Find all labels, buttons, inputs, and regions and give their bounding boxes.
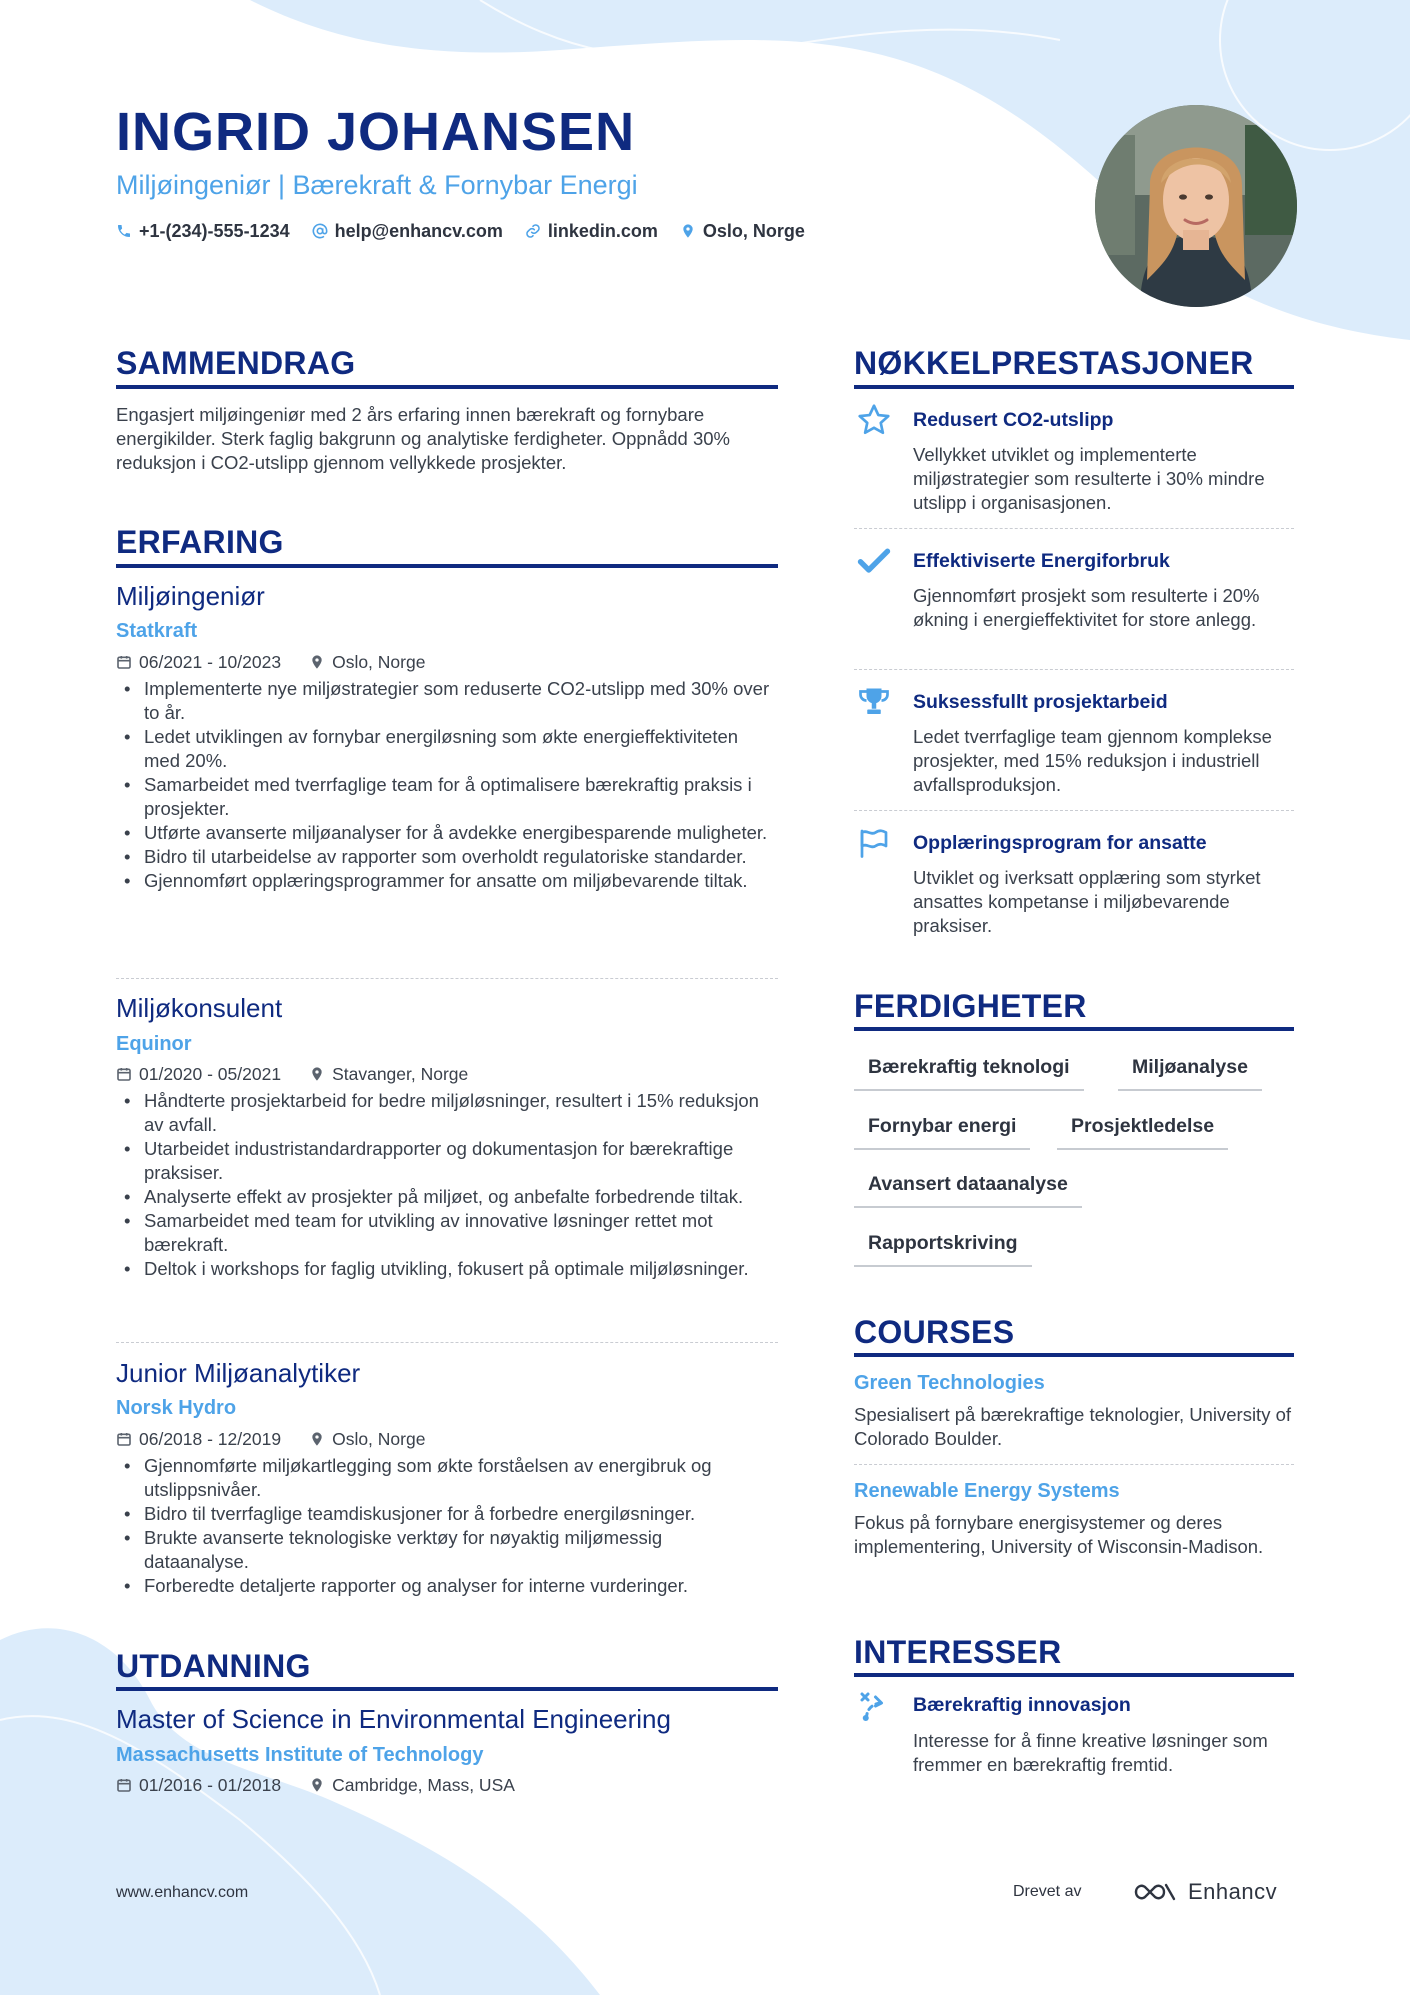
list-item: • Bidro til utarbeidelse av rapporter som overholdt regulatoriske standarder. <box>122 845 772 869</box>
job-meta <box>116 1428 425 1450</box>
list-item: • Ledet utviklingen av fornybar energiløsning som økte energieffektiviteten med 20%. <box>122 725 772 773</box>
contact-phone[interactable] <box>116 218 290 244</box>
contact-location <box>680 218 805 244</box>
footer-powered-by: Drevet av <box>1013 1883 1082 1900</box>
achievement-title: Redusert CO2-utslipp <box>913 409 1114 431</box>
job-bullets <box>122 677 772 893</box>
achievement-text: Ledet tverrfaglige team gjennom komplekse prosjekter, med 15% reduksjon i industriell avfallsproduksjon. <box>913 726 1272 795</box>
job-location: Oslo, Norge <box>309 651 425 673</box>
divider <box>116 978 778 979</box>
interest-title: Bærekraftig innovasjon <box>913 1694 1131 1716</box>
location-pin-icon <box>309 1777 325 1793</box>
job-location: Stavanger, Norge <box>309 1063 468 1085</box>
job-dates: 06/2018 - 12/2019 <box>116 1428 281 1450</box>
divider <box>854 528 1294 529</box>
at-icon <box>312 223 328 239</box>
achievement-title: Opplæringsprogram for ansatte <box>913 832 1207 854</box>
courses-rule <box>854 1353 1294 1357</box>
job-bullets <box>122 1089 772 1281</box>
course-text: Spesialisert på bærekraftige teknologier, University of Colorado Boulder. <box>854 1404 1292 1449</box>
job-meta <box>116 651 425 673</box>
skill-tag: Rapportskriving <box>854 1229 1032 1267</box>
education-school: Massachusetts Institute of Technology <box>116 1744 484 1766</box>
list-item: • Implementerte nye miljøstrategier som reduserte CO2-utslipp med 30% over to år. <box>122 677 772 725</box>
star-icon <box>856 402 892 438</box>
achievement-text: Vellykket utviklet og implementerte miljøstrategier som resulterte i 30% mindre utslipp i organisasjonen. <box>913 444 1265 513</box>
list-item: • Brukte avanserte teknologiske verktøy for nøyaktig miljømessig dataanalyse. <box>122 1526 772 1574</box>
job-company: Norsk Hydro <box>116 1397 237 1419</box>
divider <box>854 669 1294 670</box>
courses-heading: COURSES <box>854 1314 1015 1350</box>
trophy-icon <box>856 684 892 720</box>
education-heading: UTDANNING <box>116 1648 311 1684</box>
location-text: Oslo, Norge <box>702 221 805 241</box>
list-item: • Gjennomførte miljøkartlegging som økte forståelsen av energibruk og utslippsnivåer. <box>122 1454 772 1502</box>
summary-text: Engasjert miljøingeniør med 2 års erfaring innen bærekraft og fornybare energikilder. Sterk faglig bakgrunn og analytiske ferdigheter. Oppnådd 30% reduksjon i CO2-utslipp gjennom vellykkede prosjekter. <box>116 404 730 473</box>
list-item: • Samarbeidet med tverrfaglige team for å optimalisere bærekraftig praksis i prosjekter. <box>122 773 772 821</box>
course-title: Renewable Energy Systems <box>854 1480 1120 1502</box>
achievement-title: Suksessfullt prosjektarbeid <box>913 691 1168 713</box>
skills-heading: FERDIGHETER <box>854 988 1087 1024</box>
contact-email[interactable] <box>312 218 503 244</box>
job-company: Statkraft <box>116 620 198 642</box>
phone-text: +1-(234)-555-1234 <box>139 221 290 241</box>
skill-tag: Prosjektledelse <box>1057 1112 1228 1150</box>
check-icon <box>856 543 892 579</box>
job-meta <box>116 1063 468 1085</box>
location-pin-icon <box>309 1431 325 1447</box>
footer-brand[interactable] <box>1132 1878 1277 1906</box>
list-item: • Samarbeidet med team for utvikling av innovative løsninger rettet mot bærekraft. <box>122 1209 772 1257</box>
achievement-title: Effektiviserte Energiforbruk <box>913 550 1170 572</box>
course-text: Fokus på fornybare energisystemer og deres implementering, University of Wisconsin-Madison. <box>854 1512 1264 1557</box>
interests-heading: INTERESSER <box>854 1634 1062 1670</box>
job-title: Miljøingeniør <box>116 581 265 611</box>
footer-website[interactable]: www.enhancv.com <box>116 1884 249 1901</box>
location-pin-icon <box>309 1066 325 1082</box>
skills-rule <box>854 1027 1294 1031</box>
contact-linkedin[interactable] <box>525 218 658 244</box>
candidate-title: Miljøingeniør | Bærekraft & Fornybar Energi <box>116 170 638 200</box>
innovation-icon <box>856 1688 892 1724</box>
job-dates: 01/2020 - 05/2021 <box>116 1063 281 1085</box>
achievements-rule <box>854 385 1294 389</box>
achievement-text: Gjennomført prosjekt som resulterte i 20% økning i energieffektivitet for store anlegg. <box>913 585 1260 630</box>
summary-heading: SAMMENDRAG <box>116 345 356 381</box>
list-item: • Utarbeidet industristandardrapporter og dokumentasjon for bærekraftige praksiser. <box>122 1137 772 1185</box>
footer-brand-name: Enhancv <box>1188 1879 1278 1904</box>
job-company: Equinor <box>116 1033 192 1055</box>
achievements-heading: NØKKELPRESTASJONER <box>854 345 1254 381</box>
education-location: Cambridge, Mass, USA <box>309 1774 515 1796</box>
email-text: help@enhancv.com <box>334 221 503 241</box>
enhancv-logo-icon <box>1132 1880 1178 1904</box>
profile-photo <box>1095 105 1297 307</box>
job-location: Oslo, Norge <box>309 1428 425 1450</box>
divider <box>116 1342 778 1343</box>
skill-tag: Avansert dataanalyse <box>854 1170 1082 1208</box>
phone-icon <box>116 223 132 239</box>
education-rule <box>116 1687 778 1691</box>
interests-rule <box>854 1673 1294 1677</box>
link-icon <box>525 223 541 239</box>
job-dates: 06/2021 - 10/2023 <box>116 651 281 673</box>
job-title: Miljøkonsulent <box>116 993 283 1023</box>
linkedin-text: linkedin.com <box>547 221 658 241</box>
interest-text: Interesse for å finne kreative løsninger som fremmer en bærekraftig fremtid. <box>913 1730 1268 1775</box>
skill-tag: Fornybar energi <box>854 1112 1030 1150</box>
list-item: • Håndterte prosjektarbeid for bedre miljøløsninger, resultert i 15% reduksjon av avfall. <box>122 1089 772 1137</box>
education-dates: 01/2016 - 01/2018 <box>116 1774 281 1796</box>
experience-rule <box>116 564 778 568</box>
course-title: Green Technologies <box>854 1372 1045 1394</box>
list-item: • Analyserte effekt av prosjekter på miljøet, og anbefalte forbedrende tiltak. <box>122 1185 772 1209</box>
location-pin-icon <box>680 223 696 239</box>
job-bullets <box>122 1454 772 1598</box>
calendar-icon <box>116 654 132 670</box>
education-meta <box>116 1774 515 1796</box>
list-item: • Utførte avanserte miljøanalyser for å avdekke energibesparende muligheter. <box>122 821 772 845</box>
calendar-icon <box>116 1066 132 1082</box>
skill-tag: Bærekraftig teknologi <box>854 1053 1084 1091</box>
flag-icon <box>856 825 892 861</box>
summary-rule <box>116 385 778 389</box>
candidate-name: INGRID JOHANSEN <box>116 102 636 162</box>
location-pin-icon <box>309 654 325 670</box>
calendar-icon <box>116 1777 132 1793</box>
divider <box>854 810 1294 811</box>
experience-heading: ERFARING <box>116 524 284 560</box>
education-degree: Master of Science in Environmental Engineering <box>116 1704 671 1734</box>
job-title: Junior Miljøanalytiker <box>116 1358 361 1388</box>
list-item: • Forberedte detaljerte rapporter og analyser for interne vurderinger. <box>122 1574 772 1598</box>
achievement-text: Utviklet og iverksatt opplæring som styrket ansattes kompetanse i miljøbevarende praksiser. <box>913 867 1261 936</box>
skill-tag: Miljøanalyse <box>1118 1053 1262 1091</box>
contact-bar <box>116 218 805 244</box>
divider <box>854 1464 1294 1465</box>
list-item: • Gjennomført opplæringsprogrammer for ansatte om miljøbevarende tiltak. <box>122 869 772 893</box>
list-item: • Bidro til tverrfaglige teamdiskusjoner for å forbedre energiløsninger. <box>122 1502 772 1526</box>
calendar-icon <box>116 1431 132 1447</box>
list-item: • Deltok i workshops for faglig utvikling, fokusert på optimale miljøløsninger. <box>122 1257 772 1281</box>
